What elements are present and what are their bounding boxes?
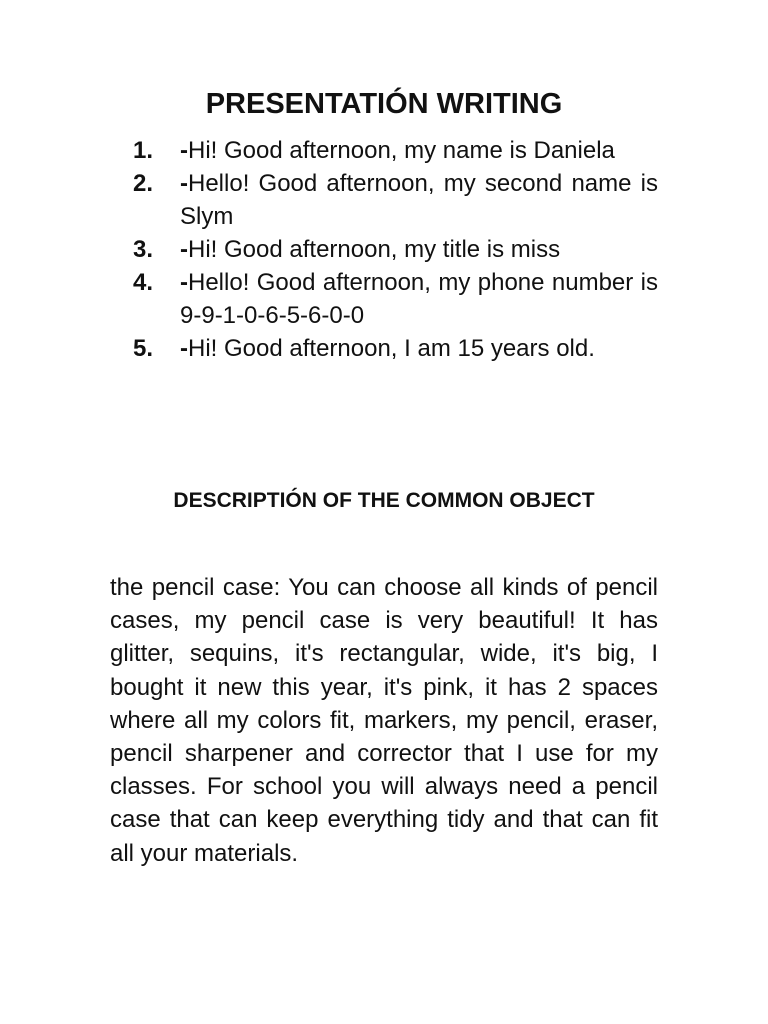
list-item-dash: - (180, 170, 188, 197)
document-title: PRESENTATIÓN WRITING (205, 88, 563, 120)
list-item (110, 233, 658, 266)
section-heading: DESCRIPTIÓN OF THE COMMON OBJECT (173, 489, 595, 512)
list-item-dash: - (180, 137, 188, 164)
list-item-number: 3. (133, 236, 154, 263)
list-item-number: 1. (133, 137, 154, 164)
list-item-text: Hello! Good afternoon, my phone number is 9-9-1-0-6-5-6-0-0 (180, 269, 658, 329)
list-item-number: 4. (133, 269, 154, 296)
list-item-text: Hi! Good afternoon, my name is Daniela (188, 137, 615, 164)
list-item (110, 332, 658, 365)
list-item (110, 134, 658, 167)
list-item-dash: - (180, 335, 188, 362)
list-item-text: Hi! Good afternoon, my title is miss (188, 236, 561, 263)
list-item (110, 266, 658, 332)
list-item-number: 2. (133, 170, 154, 197)
list-item-text: Hello! Good afternoon, my second name is Slym (180, 170, 658, 230)
list-item-dash: - (180, 269, 188, 296)
list-item-number: 5. (133, 335, 154, 362)
presentation-list (110, 134, 658, 365)
list-item-text: Hi! Good afternoon, I am 15 years old. (188, 335, 595, 362)
list-item (110, 167, 658, 233)
description-paragraph: the pencil case: You can choose all kinds of pencil cases, my pencil case is very beautiful! It has glitter, sequins, it's rectangular, wide, it's big, I bought it new this year, it's pink, it has 2 spaces where all my colors fit, markers, my pencil, eraser, pencil sharpener and corrector that I use for my classes. For school you will always need a pencil case that can keep everything tidy and that can fit all your materials. (110, 574, 658, 867)
list-item-dash: - (180, 236, 188, 263)
